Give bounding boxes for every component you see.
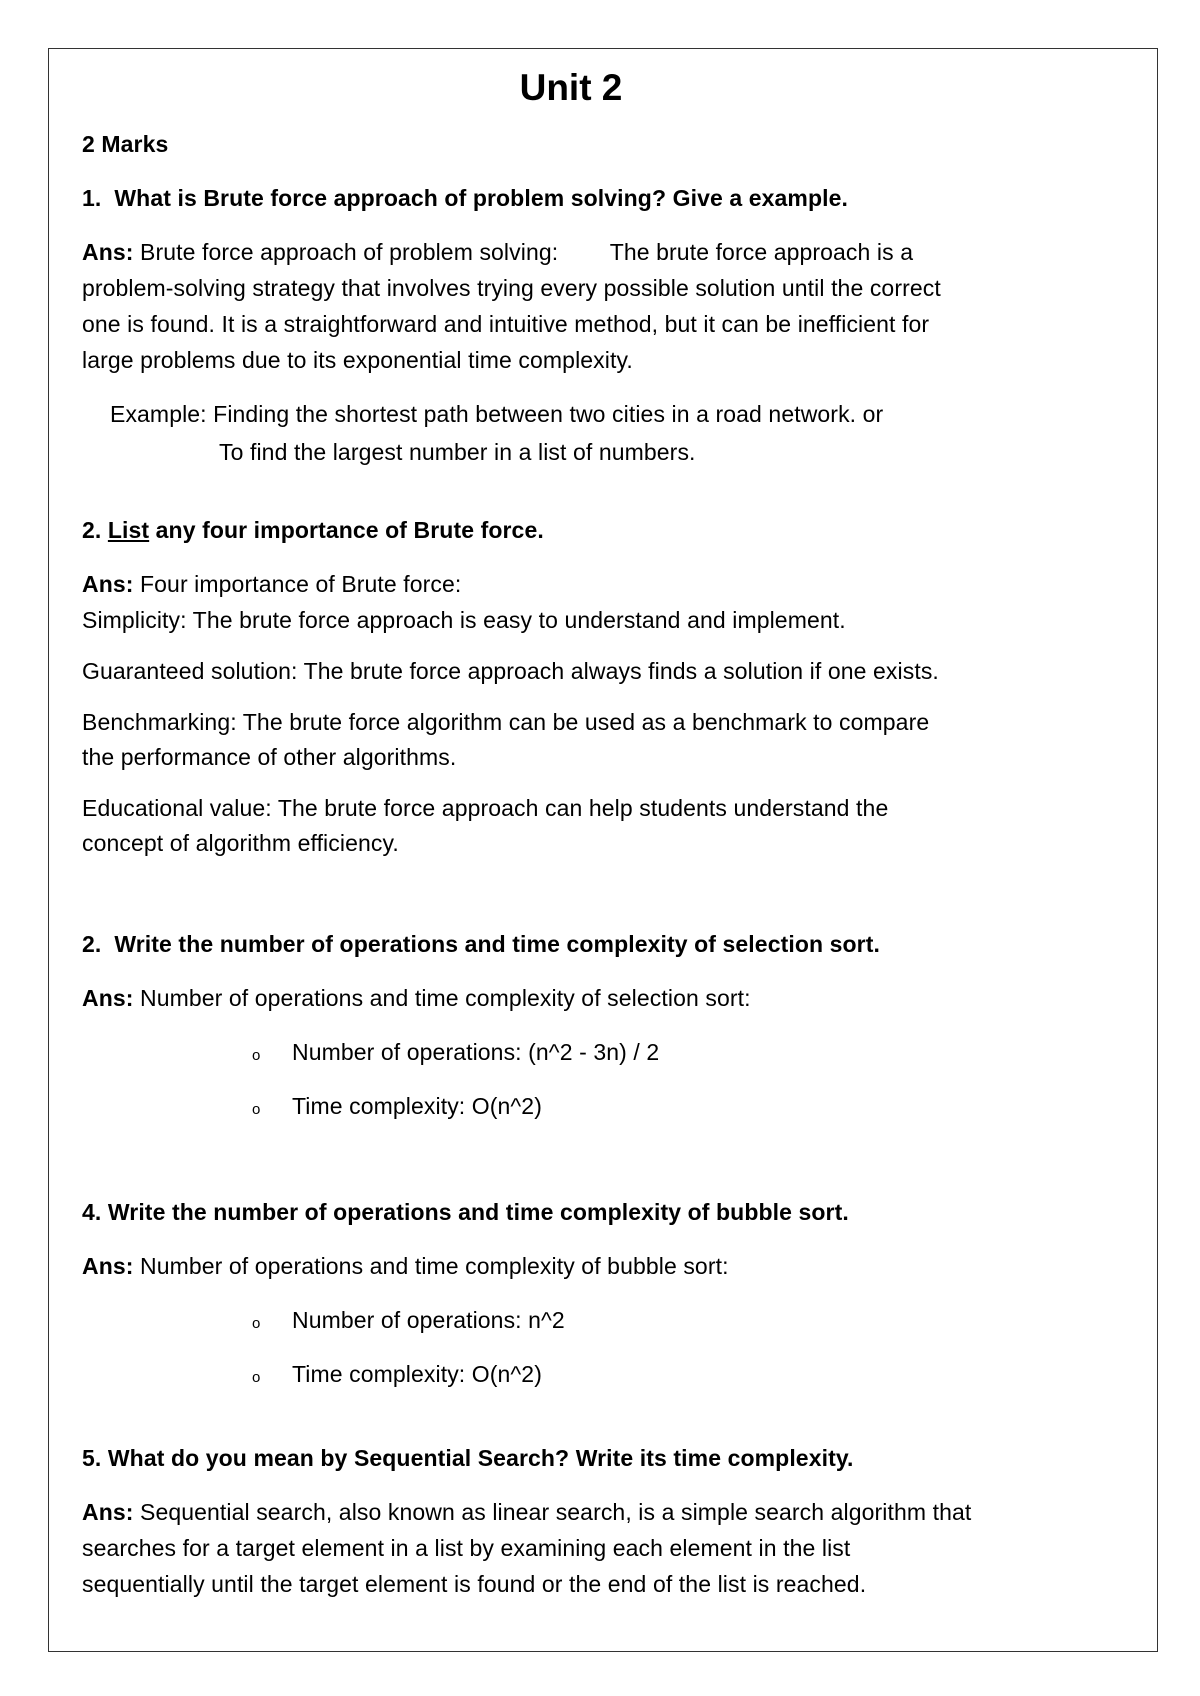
question-5: 5. What do you mean by Sequential Search? Write its time complexity. [82, 1445, 854, 1471]
importance-benchmarking: Benchmarking: The brute force algorithm can be used as a benchmark to compare [82, 709, 930, 735]
question-text: any four importance of Brute force. [149, 517, 544, 543]
bubble-complexity: Time complexity: O(n^2) [292, 1361, 542, 1387]
importance-educational: Educational value: The brute force approach can help students understand the [82, 795, 889, 821]
question-4: 4. Write the number of operations and time complexity of bubble sort. [82, 1199, 849, 1225]
answer-text: Number of operations and time complexity of bubble sort: [133, 1253, 729, 1279]
answer-text: Number of operations and time complexity of selection sort: [133, 985, 751, 1011]
answer-5-line-2: searches for a target element in a list by examining each element in the list [82, 1535, 851, 1561]
bubble-operations: Number of operations: n^2 [292, 1307, 565, 1333]
importance-educational-cont: concept of algorithm efficiency. [82, 830, 399, 856]
example-line-1: Example: Finding the shortest path between two cities in a road network. or [110, 401, 884, 427]
answer-1-line-2: problem-solving strategy that involves trying every possible solution until the correct [82, 275, 941, 301]
answer-3-intro [82, 980, 751, 1016]
answer-5-line-3: sequentially until the target element is found or the end of the list is reached. [82, 1571, 867, 1597]
bullet-icon: o [252, 1047, 261, 1064]
answer-5-line-1 [82, 1494, 971, 1530]
answer-label: Ans: [82, 571, 134, 597]
answer-text: Brute force approach of problem solving: The brute force approach is a [133, 239, 914, 265]
question-1: 1. What is Brute force approach of problem solving? Give a example. [82, 185, 848, 211]
section-heading: 2 Marks [82, 131, 169, 157]
answer-text: Four importance of Brute force: [133, 571, 462, 597]
question-keyword: List [107, 517, 150, 543]
answer-label: Ans: [82, 239, 134, 265]
example-line-2: To find the largest number in a list of numbers. [219, 439, 696, 465]
importance-benchmarking-cont: the performance of other algorithms. [82, 744, 457, 770]
selection-complexity: Time complexity: O(n^2) [292, 1093, 542, 1119]
bullet-icon: o [252, 1369, 261, 1386]
answer-2-intro [82, 566, 461, 602]
answer-label: Ans: [82, 985, 134, 1011]
bullet-icon: o [252, 1101, 261, 1118]
selection-operations: Number of operations: (n^2 - 3n) / 2 [292, 1039, 660, 1065]
answer-1-line-1 [82, 234, 913, 270]
answer-text: Sequential search, also known as linear search, is a simple search algorithm that [133, 1499, 972, 1525]
bullet-icon: o [252, 1315, 261, 1332]
answer-label: Ans: [82, 1253, 134, 1279]
question-number: 2. [82, 517, 108, 543]
page-title: Unit 2 [519, 67, 623, 108]
importance-guaranteed: Guaranteed solution: The brute force approach always finds a solution if one exists. [82, 658, 939, 684]
question-3: 2. Write the number of operations and time complexity of selection sort. [82, 931, 880, 957]
answer-1-line-3: one is found. It is a straightforward and intuitive method, but it can be inefficient for [82, 311, 930, 337]
importance-simplicity: Simplicity: The brute force approach is easy to understand and implement. [82, 607, 846, 633]
question-2 [82, 512, 544, 548]
answer-1-line-4: large problems due to its exponential time complexity. [82, 347, 633, 373]
answer-label: Ans: [82, 1499, 134, 1525]
answer-4-intro [82, 1248, 729, 1284]
